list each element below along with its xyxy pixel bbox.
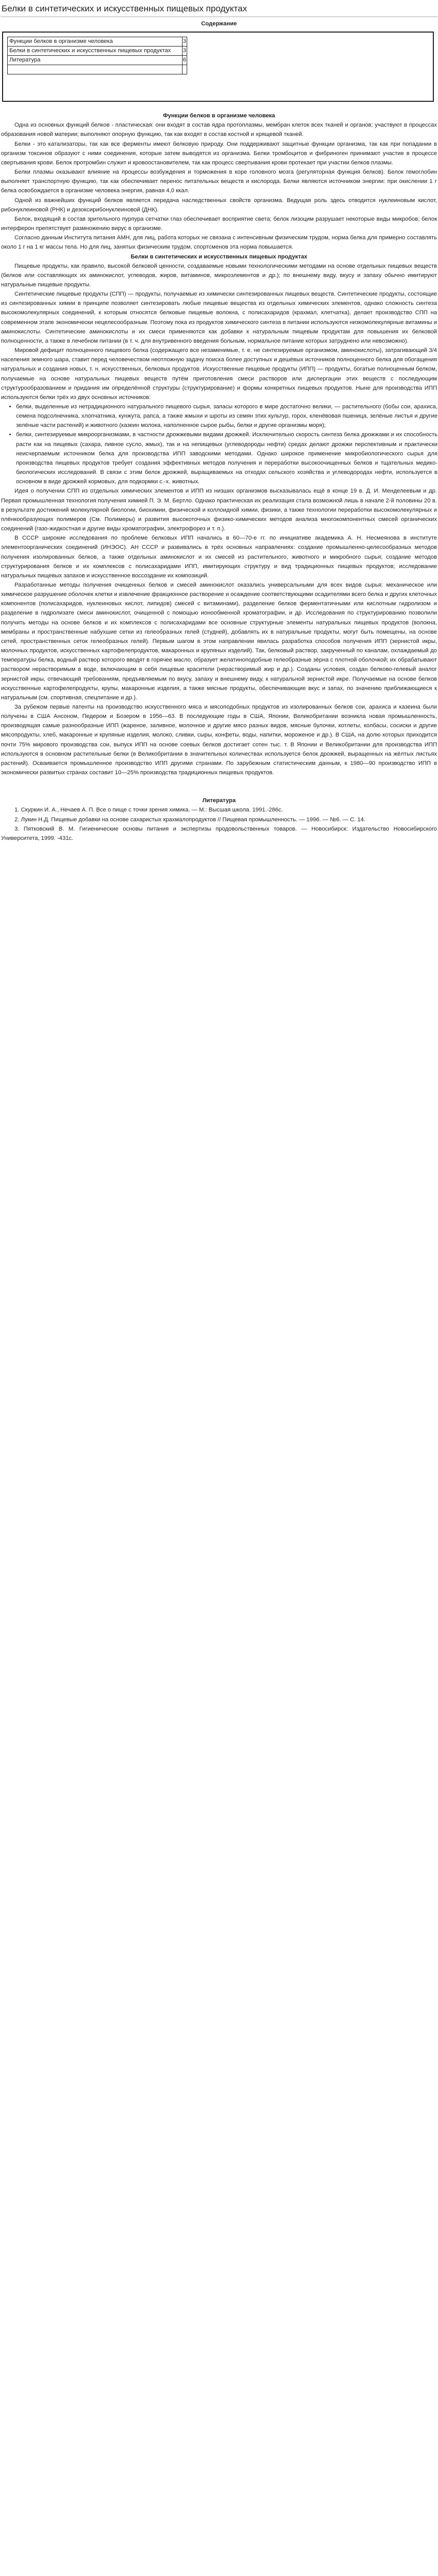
references-list — [1, 805, 437, 843]
paragraph: Разработанные методы получения очищенных белков и смесей аминокислот оказались универсальными для всех видов сырья: механическое или химическое разрушение оболочек клетки и извлечение фракционное растворение и осаждение соответствующими осадителями всего белка и других клеточных компонентов (полисахаридов, нуклеиновых кислот, липидов) смесей с витаминами), разделение белков ферментатичными или кислотным гидролизом и разделение в гидролизате смеси аминокислот, очищенной с помощью ионообменной хроматографии, и др. Исследования по структурированию позволили получить методы на основе белков и их комплексов с полисахаридами все основные структурные элементы натуральных пищевых продуктов (волокна, мембраны и пространственные набухшие сетки из гелеобразных гелей (студней), добавлять их в натуральные продукты, могут быть помещены, на основе сетей, пространственных сеток гелеобразных гелей). Первым шагом в этом направлении явилась разработка способов получения ИПП (зернистой икры, молочных продуктов, искусственных картофелепродуктов, макаронных и крупяных изделий). Так, белковый раствор, закрученный по каналам, охлаждаемый до температуры белка, водный раствор которого вводят в горячее масло, образует желатиноподобные гелеобразные зёрна с плотной оболочкой; их обрабатывают раствором нерастворимым в воде, включающим в себя пищевые красители (нерастворимый жир и др.). Созданы условия, создан белково-гелевый аналог зернистой икры, отвечающий требованиям, предъявляемым по вкусу, запаху и внешнему виду, к натуральной зернистой икре. Получаемые на основе белков искусственные картофелепродукты, крупы, макаронные изделия, а также мясные продукты, обеспечивающие вкус и запах, по значению приближающиеся к натуральным (см. спортивная, спецпитание и др.). — [1, 581, 437, 701]
section-body-protein-functions — [1, 120, 437, 252]
toc-entry-text[interactable] — [8, 65, 183, 74]
section-body-synthetic-foods-continued — [1, 486, 437, 777]
toc-entry-text[interactable]: Литература — [8, 56, 183, 65]
toc-entry-page: 6 — [182, 56, 187, 65]
toc-table — [7, 37, 187, 74]
table-of-contents — [2, 32, 434, 102]
toc-entry-text[interactable]: Функции белков в организме человека — [8, 37, 183, 47]
paragraph: Одной из важнейших функций белков является передача наследственных свойств организма. Ведущая роль здесь отводится нуклеиновым кислот, рибонуклеиновой (РНК) и дезоксирибонуклеиновой (ДНК). — [1, 197, 437, 213]
paragraph: Идея о получении СПП из отдельных химических элементов и ИПП из низших организмов высказывалась ещё в конце 19 в. Д. И. Менделеевым и др. Первая промышленная технология получения химией П. Э. М. Бертло. Однако практическая их реализация стала возможной лишь в начале 2-й половины 20 в. в результате достижений молекулярной биологии, биохимии, физической и коллоидной химии, физики, а также технологии переработки высокомолекулярных и плёнкообразующих полимеров (См. Полимеры) и развития высокоточных физико-химических методов анализа многокомпонентных смесей органических соединений (газо-жидкостная и другие виды хроматографии, электрофорез и т. п.). — [1, 488, 437, 532]
toc-entry-page: 3 — [182, 37, 187, 47]
toc-heading: Содержание — [201, 21, 237, 27]
document-title: Белки в синтетических и искусственных пищевых продуктах — [1, 0, 437, 17]
paragraph: Мировой дефицит полноценного пищевого белка (содержащего все незаменимые, т. е. не синтезируемые организмом, аминокислоты), затрагивающий 3/4 населения земного шара, ставит перед человечеством неотложную задачу поиска более доступных и дешёвых источников полноценного белка для обогащения натуральных и создания новых, т. н. искусственных, белковых продуктов. Искусственные пищевые продукты (ИПП) — продукты, богатые полноценным белком, получаемые на основе натуральных пищевых веществ путём приготовления смеси растворов или диспергации этих веществ с последующим структурообразованием и придания им определённой структуры (структурирование) и формы конкретных пищевых продуктов. Ныне для производства ИПП используются белки трёх из двух основных источников: — [1, 347, 437, 401]
reference-item: 3. Пятковский В. М. Гигиенические основы питания и экспертизы продовольственных товаров. — Новосибирск: Издательство Новосибирского Университета, 1999. -431с. — [1, 825, 437, 841]
list-item: • белки, выделенные из нетрадиционного натурального пищевого сырья, запасы которого в мире достаточно велики, — растительного (бобы сои, арахиса, семена подсолнечника, хлопчатника, кунжута, рапса, а также жмыхи и шроты из семян этих культур, горох, кленёвовая пшеница, зелёные листья и другие зелёные части растений) и животного (казеин молока, наполненное сырое рыбы, белки и другие организмы моря); — [16, 402, 437, 430]
paragraph: Одна из основных функций белков - пластическая: они входят в состав ядра протоплазмы, мембран клеток всех тканей и органов; участвуют в процессах образования новой материи; выполняют опорную функцию, так как входят в состав костной и хрящевой тканей. — [1, 122, 437, 138]
toc-row[interactable] — [8, 65, 187, 74]
toc-entry-text[interactable]: Белки в синтетических и искусственных пищевых продуктах — [8, 47, 183, 56]
paragraph: Белок, входящий в состав зрительного пурпура сетчатки глаз обеспечивает восприятие света; белок лизоцим разрушает некоторые виды микробов; белок интерферон препятствует размножению вирус в организме. — [1, 216, 437, 232]
document-page — [0, 0, 438, 843]
toc-row[interactable] — [8, 56, 187, 65]
toc-row[interactable] — [8, 47, 187, 56]
paragraph: Белки - это катализаторы, так как все ферменты имеют белковую природу. Они поддерживают защитные функции организма, так как при попадании в организм токсинов образуют с ними соединения, которые затем выводятся из организма. Белки тромбоцитов и фибриноген принимают участие в процессе свертывания крови. Белок протромбин служит и кровоостановителем, так как процесс свертывания крови протекает при участии белков плазмы. — [1, 141, 437, 166]
references-title: Литература — [202, 798, 236, 804]
paragraph: Белки плазмы оказывают влияние на процессы возбуждения и торможения в коре головного мозга (регуляторная функция белков). Белок гемоглобин выполняет транспортную функцию, так как обеспечивает перенос питательных веществ и кислорода. Белки являются источником энергии: при окислении 1 г белка освобождается в организме человека энергия, равная 4,0 ккал. — [1, 169, 437, 194]
paragraph: В СССР широкие исследования по проблеме белковых ИПП начались в 60—70-е гг. по инициативе академика А. Н. Несмеянова в институте элементоорганических соединений (ИНЭОС). АН СССР и развивались в трёх основных направлениях: создание промышленно-целесообразных методов получения изолированных белков, а также отдельных аминокислот и их смесей из растительного, животного и микробного сырья; создание методов структурирования белков и их комплексов с полисахаридами ИПП, имитирующих структуру и вид традиционных пищевых продуктов; исследование натуральных пищевых запахов и искусственное воссоздание их композиций. — [1, 535, 437, 579]
toc-entry-page: 3 — [182, 47, 187, 56]
section-title-protein-functions: Функции белков в организме человека — [163, 113, 275, 119]
paragraph: Согласно данным Института питания АМН, для лиц, работа которых не связана с интенсивным физическим трудом, норма белка для примерно составлять около 1 г на 1 кг массы тела. Но для лиц, занятых физическим трудом, спортсменов эта норма повышается. — [1, 235, 437, 251]
section-title-synthetic-foods: Белки в синтетических и искусственных пищевых продуктах — [130, 253, 308, 260]
paragraph: Синтетические пищевые продукты (СПП) — продукты, получаемые из химически синтезированных пищевых веществ. Синтетические продукты, состоящие из синтезированных химии в принципе позволяет синтезировать любые пищевые вещества из отдельных химических элементов, однако сложность синтеза высокомолекулярных соединений, к которым относятся белковые пищевые волокна, с полисахаридов (крахмал, клетчатка), делает производство СПП на современном этапе экономически нецелесообразным. Поэтому пока из продуктов химического синтеза в питании используются низкомолекулярные витамины и аминокислоты. Синтетические аминокислоты и их смеси применяются как добавки к натуральным пищевым продуктам для повышения их белковой полноценности, а также в лечебном питании (в т. ч. для внутривенного введения больным, нормальное питание которых затруднено или невозможно). — [1, 291, 437, 344]
protein-sources-list — [1, 402, 437, 486]
reference-item: 1. Скуркин И. А., Нечаев А. П. Все о пище с точки зрения химика. — М.: Высшая школа. 1991.-286с. — [14, 807, 283, 814]
paragraph: За рубежом первые патенты на производство искусственного мяса и мясоподобных продуктов из изолированных белков сои, арахиса и казеина были получены в США Ансоном, Педером и Бозером в 1956—63. В последующие годы в США, Японии, Великобритании возникла новая промышленность, производящая самые разнообразные ИПП (жареное, заливное, молочное и другие мясо разных видов, мясные булочки, котлеты, колбасы, сосиски и другие мясопродукты, хлеб, макаронные и крупяные изделия, молоко, сливки, сыры, конфеты, воды, напитки, мороженое и др.). В США, на долю которых приходится почти 75% мирового производства сои, выпуск ИПП на основе соевых белков достигает сотен тыс. т. В Японии и Великобритании для производства ИПП используются в основном растительные белки (в Великобритании в значительных количествах используется белок дрожжей, выращенных на жёлтых листьях растений). Осваивается промышленное производство ИПП другими странами. По зарубежным статистическим данным, к 1980—90 производство ИПП в экономически развитых странах составит 10—25% производства традиционных пищевых продуктов. — [1, 704, 437, 776]
paragraph: Пищевые продукты, как правило, высокой белковой ценности, создаваемые новыми технологическими методами на основе отдельных пищевых веществ (белков или составляющих их аминокислот, углеводов, жиров, витаминов, микроэлементов и др.); по внешнему виду, вкусу и запаху обычно имитируют натуральные пищевые продукты. — [1, 263, 437, 288]
reference-item: 2. Лукин Н.Д. Пищевые добавки на основе сахаристых крахмалопродуктов // Пищевая промышленность. — 1996. — №6. — С. 14. — [14, 816, 366, 823]
toc-row[interactable] — [8, 37, 187, 47]
section-body-synthetic-foods — [1, 262, 437, 402]
toc-entry-page — [182, 65, 187, 74]
list-item: • белки, синтезируемые микроорганизмами, в частности дрожжевыми видами дрожжей. Исключительно скорость синтеза белка дрожжами и их способность расти как на пищевых (сахара, пивное сусло, жмых), так и на непищевых (углеводороды нефти) средах делают дрожжи перспективным и практически неисчерпаемым источником белка для производства ИПП заводскими методами. Однако широкое применение микробиологического сырья для производства пищевых продуктов требует создания эффективных методов получения и переработки высокоочищенных белков и тщательных медико-биологических исследований. В связи с этим белок дрожжей, выращиваемых на отходах сельского хозяйства и углеводородах нефти, используется в основном в виде дрожжей кормовых, для подкормки с.-х. животных. — [16, 430, 437, 486]
